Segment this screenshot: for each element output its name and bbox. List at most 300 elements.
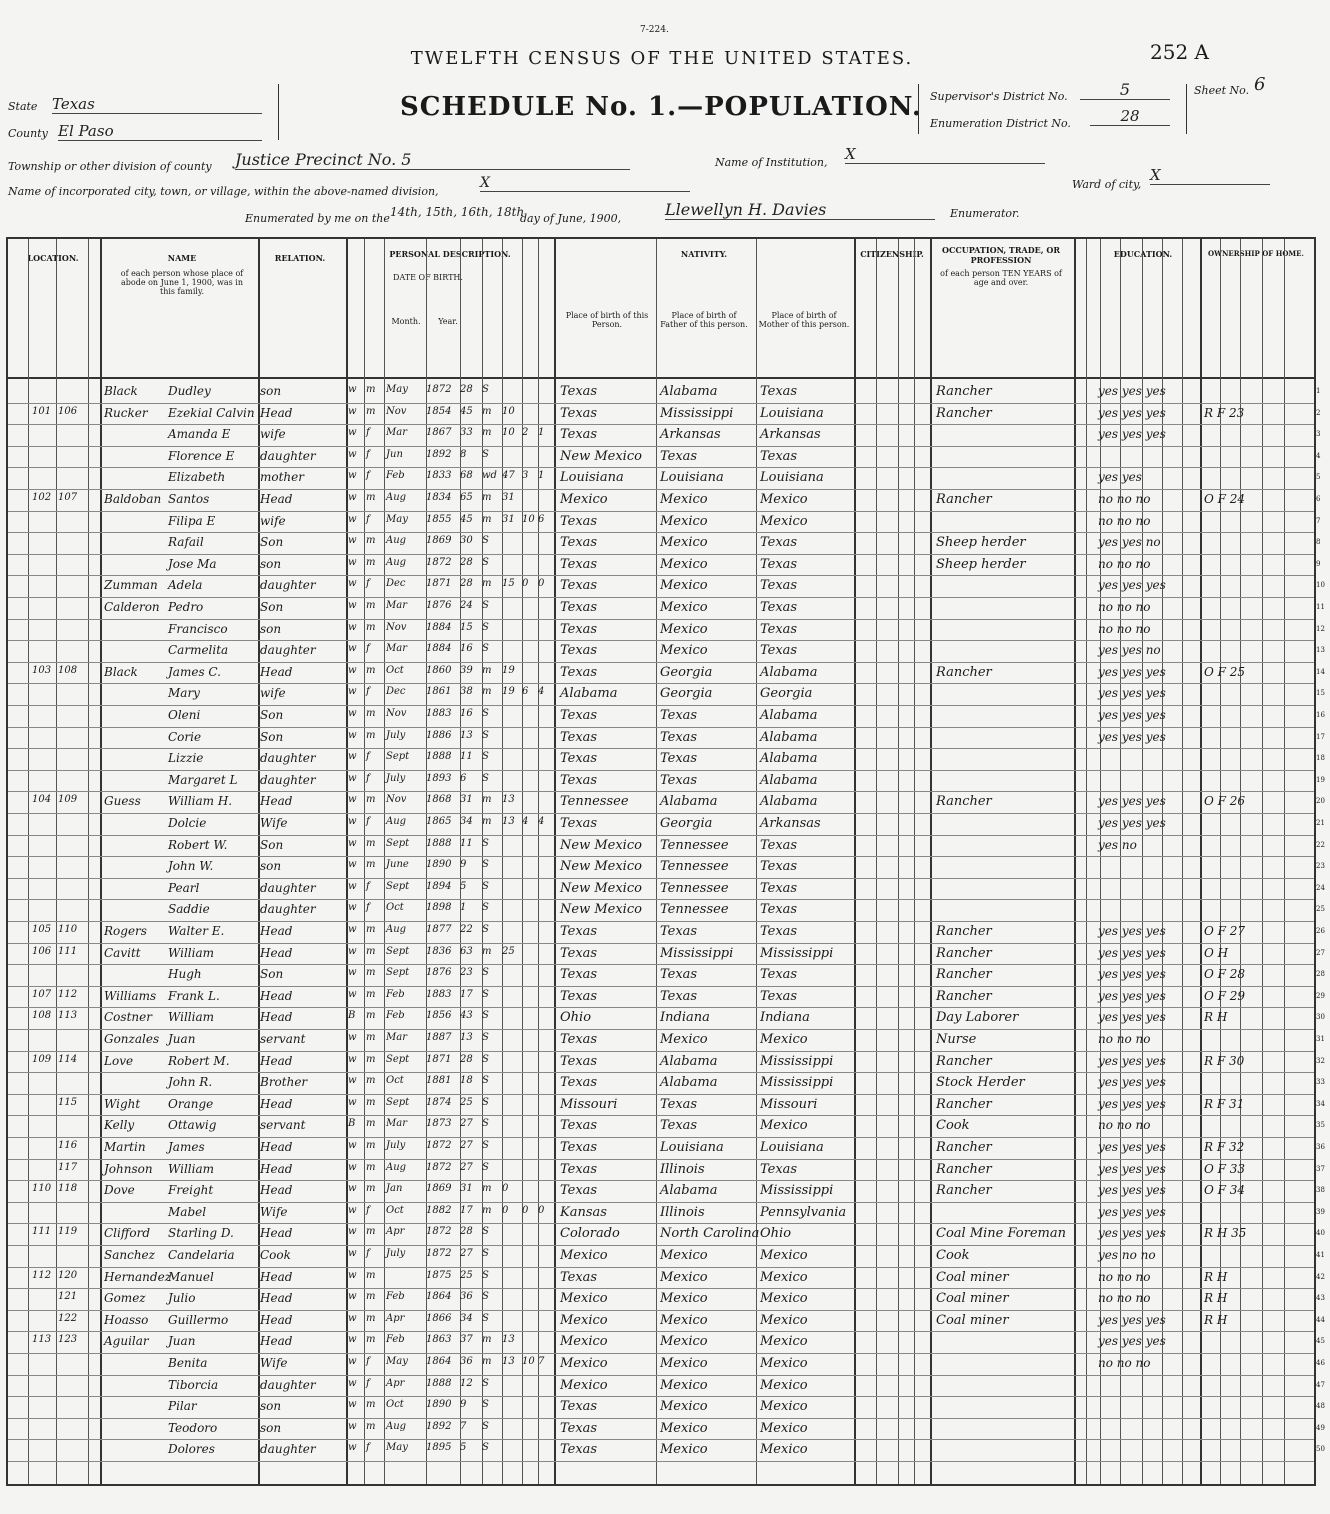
cell-pof: Mexico <box>660 1420 708 1436</box>
cell-age: 11 <box>460 751 473 763</box>
cell-pob: Ohio <box>560 1010 592 1026</box>
cell-pob: New Mexico <box>560 448 642 464</box>
cell-pob: Texas <box>560 816 598 831</box>
cell-pof: Mexico <box>660 1312 708 1328</box>
cell-year: 1875 <box>426 1269 452 1281</box>
cell-yrs: 13 <box>502 816 515 827</box>
cell-age: 8 <box>460 448 467 460</box>
cell-mar: m <box>482 1204 492 1216</box>
row-number: 12 <box>1316 624 1325 633</box>
cell-given: Oleni <box>168 708 201 722</box>
cell-rel: Head <box>260 1226 293 1241</box>
cell-occ: Coal miner <box>936 1291 1009 1307</box>
cell-pom: Texas <box>760 535 798 551</box>
column-rule <box>28 239 29 1484</box>
cell-pob: Mexico <box>560 492 608 507</box>
cell-pof: Texas <box>660 448 698 464</box>
cell-age: 27 <box>460 1118 473 1130</box>
cell-mar: S <box>482 1442 489 1454</box>
cell-rel: son <box>260 859 282 874</box>
cell-mar: m <box>482 1356 492 1367</box>
cell-month: June <box>386 859 409 871</box>
cell-given: Ottawig <box>168 1118 217 1133</box>
cell-fam: 113 <box>58 1010 78 1022</box>
row-number: 28 <box>1316 970 1325 979</box>
cell-color: w <box>348 967 357 979</box>
cell-given: Manuel <box>168 1269 214 1284</box>
cell-rel: Head <box>260 794 293 809</box>
row-number: 1 <box>1316 387 1321 395</box>
cell-own: O F 24 <box>1204 492 1246 506</box>
cell-year: 1868 <box>426 794 452 806</box>
cell-rel: wife <box>260 513 286 528</box>
row-rule <box>8 1051 1314 1052</box>
cell-dw: 108 <box>32 1010 52 1022</box>
cell-own: R F 23 <box>1204 405 1245 420</box>
column-rule <box>854 239 856 1484</box>
cell-color: w <box>348 1226 357 1238</box>
cell-liv: 1 <box>538 470 545 482</box>
row-number: 4 <box>1316 451 1321 460</box>
cell-yrs: 10 <box>502 405 515 417</box>
cell-pom: Texas <box>760 902 798 918</box>
cell-edu: yes yes yes <box>1098 1226 1166 1241</box>
cell-mo: 10 <box>522 1356 535 1367</box>
county-label: County <box>8 127 48 140</box>
cell-color: w <box>348 492 357 503</box>
cell-surname: Aguilar <box>104 1334 149 1349</box>
cell-month: Feb <box>386 988 405 1000</box>
cell-fam: 106 <box>58 405 78 417</box>
cell-sex: f <box>366 1204 370 1216</box>
cell-year: 1834 <box>426 492 452 503</box>
cell-color: w <box>348 880 357 892</box>
cell-pof: Texas <box>660 967 698 983</box>
cell-year: 1872 <box>426 556 452 568</box>
cell-rel: mother <box>260 470 304 485</box>
cell-color: w <box>348 794 357 806</box>
cell-own: O H <box>1204 945 1229 960</box>
cell-pom: Texas <box>760 924 798 939</box>
column-rule <box>56 239 57 1484</box>
cell-age: 65 <box>460 492 473 503</box>
cell-age: 9 <box>460 859 467 871</box>
cell-occ: Coal Mine Foreman <box>936 1226 1066 1242</box>
name-heading: NAME <box>167 253 197 263</box>
cell-month: Oct <box>386 1204 404 1216</box>
cell-pom: Missouri <box>760 1096 818 1112</box>
cell-year: 1873 <box>426 1118 452 1130</box>
cell-edu: yes yes yes <box>1098 427 1166 442</box>
cell-fam: 119 <box>58 1226 78 1238</box>
cell-month: Aug <box>386 492 407 503</box>
cell-sex: m <box>366 1096 376 1108</box>
cell-pom: Mexico <box>760 1312 808 1328</box>
row-rule <box>8 835 1314 836</box>
cell-surname: Calderon <box>104 600 160 614</box>
cell-occ: Rancher <box>936 1183 992 1199</box>
cell-age: 6 <box>460 772 467 784</box>
cell-edu: yes yes yes <box>1098 405 1166 420</box>
cell-year: 1888 <box>426 1377 452 1389</box>
cell-rel: daughter <box>260 902 316 917</box>
cell-given: Teodoro <box>168 1420 218 1435</box>
cell-age: 18 <box>460 1075 473 1087</box>
cell-pof: Mexico <box>660 1399 708 1415</box>
cell-yrs: 19 <box>502 686 515 698</box>
cell-mar: S <box>482 1226 489 1238</box>
cell-month: July <box>386 729 406 741</box>
cell-given: Carmelita <box>168 643 229 658</box>
cell-given: Candelaria <box>168 1248 235 1262</box>
row-rule <box>8 575 1314 576</box>
cell-month: Aug <box>386 535 407 547</box>
cell-own: O F 34 <box>1204 1183 1246 1198</box>
cell-pof: Mexico <box>660 556 708 572</box>
row-number: 41 <box>1316 1251 1325 1259</box>
cell-edu: yes yes yes <box>1098 1010 1166 1025</box>
cell-occ: Rancher <box>936 945 992 961</box>
row-number: 49 <box>1316 1423 1325 1432</box>
row-number: 32 <box>1316 1056 1325 1065</box>
cell-sex: m <box>366 1226 376 1238</box>
cell-pom: Alabama <box>760 794 818 810</box>
cell-mar: S <box>482 729 489 741</box>
row-rule <box>8 856 1314 857</box>
cell-age: 38 <box>460 686 473 698</box>
cell-month: Nov <box>386 708 407 719</box>
cell-pob: Texas <box>560 1075 598 1091</box>
cell-sex: m <box>366 1118 376 1130</box>
cell-surname: Kelly <box>104 1118 135 1133</box>
cell-pom: Texas <box>760 556 798 572</box>
cell-age: 9 <box>460 1399 467 1411</box>
cell-given: Mabel <box>168 1204 207 1219</box>
cell-liv: 0 <box>538 1204 545 1216</box>
cell-rel: Son <box>260 837 284 852</box>
cell-mar: S <box>482 1291 489 1303</box>
cell-color: w <box>348 578 357 590</box>
cell-occ: Day Laborer <box>936 1010 1019 1026</box>
column-rule <box>384 239 385 1484</box>
cell-pob: Texas <box>560 1140 598 1155</box>
cell-pob: Texas <box>560 924 598 939</box>
cell-given: Jose Ma <box>168 556 217 571</box>
cell-age: 28 <box>460 1226 473 1238</box>
year-heading: Year. <box>438 317 458 326</box>
cell-pof: Texas <box>660 988 698 1004</box>
row-number: 43 <box>1316 1294 1325 1303</box>
cell-edu: no no no <box>1098 600 1151 614</box>
cell-year: 1877 <box>426 924 452 935</box>
ward-label: Ward of city, <box>1072 178 1142 191</box>
cell-rel: son <box>260 1399 282 1414</box>
row-rule <box>8 1310 1314 1311</box>
column-rule <box>538 239 539 1484</box>
row-rule <box>8 446 1314 447</box>
cell-yrs: 31 <box>502 492 515 503</box>
cell-month: Sept <box>386 751 410 763</box>
row-number: 46 <box>1316 1359 1325 1367</box>
cell-edu: yes yes yes <box>1098 794 1166 809</box>
cell-year: 1888 <box>426 751 452 763</box>
cell-year: 1856 <box>426 1010 452 1022</box>
column-rule <box>876 239 877 1484</box>
cell-year: 1872 <box>426 1161 452 1173</box>
cell-pof: Mexico <box>660 621 708 637</box>
state-brace <box>272 84 279 140</box>
cell-yrs: 19 <box>502 664 515 676</box>
cell-rel: Son <box>260 600 284 614</box>
cell-occ: Rancher <box>936 794 992 810</box>
cell-given: Rafail <box>168 535 204 550</box>
row-number: 15 <box>1316 689 1325 698</box>
cell-pom: Mexico <box>760 1269 808 1285</box>
row-rule <box>8 813 1314 814</box>
cell-rel: Head <box>260 1183 293 1198</box>
cell-year: 1867 <box>426 427 452 439</box>
schedule-title: SCHEDULE No. 1.—POPULATION. <box>400 92 922 122</box>
cell-month: Sept <box>386 967 410 979</box>
cell-age: 39 <box>460 664 473 676</box>
cell-year: 1865 <box>426 816 452 827</box>
cell-pof: Texas <box>660 1096 698 1112</box>
enumerated-month: day of June, 1900, <box>520 212 622 225</box>
cell-yrs: 0 <box>502 1204 509 1216</box>
cell-year: 1871 <box>426 578 452 590</box>
cell-mo: 10 <box>522 513 535 525</box>
row-number: 16 <box>1316 711 1325 719</box>
cell-age: 13 <box>460 729 473 741</box>
cell-own: O F 25 <box>1204 664 1246 679</box>
cell-pom: Ohio <box>760 1226 792 1242</box>
cell-pob: Texas <box>560 1269 598 1285</box>
cell-month: May <box>386 513 408 525</box>
cell-pof: Texas <box>660 708 698 723</box>
cell-month: Aug <box>386 556 407 568</box>
row-rule <box>8 489 1314 490</box>
cell-sex: f <box>366 578 370 590</box>
cell-dw: 103 <box>32 664 52 676</box>
cell-year: 1872 <box>426 384 452 395</box>
cell-age: 34 <box>460 816 473 827</box>
cell-age: 28 <box>460 1053 473 1065</box>
row-number: 48 <box>1316 1402 1325 1411</box>
cell-own: R H <box>1204 1010 1228 1025</box>
cell-year: 1883 <box>426 708 452 719</box>
cell-year: 1872 <box>426 1226 452 1238</box>
cell-month: Aug <box>386 1161 407 1173</box>
cell-year: 1836 <box>426 945 452 957</box>
page-number: 252 A <box>1150 40 1209 64</box>
cell-pom: Mexico <box>760 492 808 507</box>
cell-sex: m <box>366 384 376 395</box>
row-rule <box>8 1418 1314 1419</box>
cell-sex: m <box>366 1075 376 1087</box>
cell-given: Filipa E <box>168 513 216 528</box>
cell-pof: Mexico <box>660 1269 708 1285</box>
cell-yrs: 10 <box>502 427 515 439</box>
cell-pom: Texas <box>760 643 798 659</box>
cell-month: Feb <box>386 1334 405 1346</box>
cell-surname: Zumman <box>104 578 158 593</box>
row-number: 20 <box>1316 797 1325 806</box>
cell-own: O F 27 <box>1204 924 1246 938</box>
cell-month: Apr <box>386 1312 405 1324</box>
occupation-description: of each person TEN YEARS of age and over. <box>940 269 1062 287</box>
cell-pom: Texas <box>760 880 798 896</box>
cell-pob: New Mexico <box>560 902 642 918</box>
cell-rel: Head <box>260 924 293 938</box>
cell-year: 1869 <box>426 535 452 547</box>
row-number: 8 <box>1316 538 1321 547</box>
cell-rel: Son <box>260 729 284 744</box>
cell-month: Sept <box>386 837 410 849</box>
cell-pob: Mexico <box>560 1291 608 1307</box>
cell-mar: S <box>482 880 489 892</box>
cell-sex: m <box>366 1161 376 1173</box>
cell-rel: daughter <box>260 880 316 895</box>
cell-age: 27 <box>460 1140 473 1151</box>
cell-pob: Texas <box>560 1183 598 1199</box>
township-label: Township or other division of county <box>8 160 212 173</box>
cell-edu: yes yes yes <box>1098 967 1166 982</box>
cell-age: 27 <box>460 1248 473 1259</box>
cell-pof: Alabama <box>660 794 718 810</box>
cell-edu: yes yes yes <box>1098 1075 1166 1090</box>
cell-pob: Texas <box>560 1032 598 1047</box>
cell-mar: S <box>482 1269 489 1281</box>
cell-age: 23 <box>460 967 473 979</box>
cell-age: 13 <box>460 1032 473 1043</box>
cell-mar: S <box>482 384 489 395</box>
cell-yrs: 0 <box>502 1183 509 1195</box>
cell-rel: daughter <box>260 772 316 787</box>
cell-rel: son <box>260 621 282 636</box>
cell-surname: Gonzales <box>104 1032 160 1046</box>
cell-color: w <box>348 448 357 460</box>
cell-dw: 111 <box>32 1226 52 1238</box>
cell-color: w <box>348 902 357 914</box>
column-rule <box>914 239 915 1484</box>
cell-mar: S <box>482 448 489 460</box>
cell-sex: f <box>366 1442 370 1454</box>
cell-fam: 121 <box>58 1291 78 1303</box>
cell-color: w <box>348 1377 357 1389</box>
cell-edu: yes no <box>1098 837 1137 852</box>
cell-given: William H. <box>168 794 233 809</box>
cell-fam: 114 <box>58 1053 78 1065</box>
cell-year: 1882 <box>426 1204 452 1216</box>
cell-month: Feb <box>386 1010 405 1022</box>
cell-edu: yes yes yes <box>1098 1140 1166 1154</box>
cell-pom: Texas <box>760 837 798 853</box>
cell-pob: Texas <box>560 535 598 551</box>
cell-given: Freight <box>168 1183 214 1198</box>
cell-rel: Head <box>260 1291 293 1306</box>
cell-color: w <box>348 664 357 676</box>
cell-yrs: 13 <box>502 1334 515 1346</box>
row-rule <box>8 683 1314 684</box>
cell-pob: Mexico <box>560 1356 608 1371</box>
cell-mar: S <box>482 708 489 719</box>
cell-pof: Louisiana <box>660 470 724 486</box>
cell-surname: Wight <box>104 1096 141 1111</box>
row-number: 23 <box>1316 862 1325 871</box>
cell-edu: no no no <box>1098 1118 1151 1133</box>
cell-month: May <box>386 384 408 395</box>
row-number: 14 <box>1316 667 1325 676</box>
cell-sex: m <box>366 1420 376 1432</box>
cell-sex: m <box>366 708 376 719</box>
row-rule <box>8 986 1314 987</box>
cell-pom: Alabama <box>760 751 818 767</box>
cell-given: William <box>168 1010 215 1025</box>
cell-sex: f <box>366 643 370 655</box>
cell-month: Oct <box>386 902 404 914</box>
row-rule <box>8 791 1314 792</box>
cell-age: 31 <box>460 794 473 806</box>
row-rule <box>8 705 1314 706</box>
cell-pom: Mexico <box>760 1377 808 1393</box>
cell-pom: Texas <box>760 384 798 399</box>
cell-color: w <box>348 427 357 439</box>
cell-pof: Mexico <box>660 1442 708 1458</box>
cell-age: 25 <box>460 1269 473 1281</box>
cell-rel: Head <box>260 1096 293 1111</box>
cell-color: w <box>348 988 357 1000</box>
cell-given: Hugh <box>168 967 202 982</box>
row-rule <box>8 964 1314 965</box>
cell-color: w <box>348 1183 357 1195</box>
cell-pof: Georgia <box>660 816 713 831</box>
citizenship-heading: CITIZENSHIP. <box>860 249 924 259</box>
cell-pom: Pennsylvania <box>760 1204 847 1220</box>
cell-pof: Mexico <box>660 600 708 615</box>
cell-pob: Tennessee <box>560 794 629 810</box>
cell-rel: Head <box>260 988 293 1003</box>
cell-edu: yes yes yes <box>1098 708 1166 722</box>
row-rule <box>8 640 1314 641</box>
cell-pom: Alabama <box>760 772 818 788</box>
row-number: 45 <box>1316 1337 1325 1346</box>
institution-label: Name of Institution, <box>715 156 828 169</box>
cell-month: July <box>386 1140 406 1151</box>
supervisor-value: 5 <box>1080 80 1170 100</box>
cell-year: 1884 <box>426 621 452 633</box>
cell-color: w <box>348 1291 357 1303</box>
cell-pom: Indiana <box>760 1010 810 1026</box>
cell-rel: Wife <box>260 1356 288 1370</box>
cell-given: Frank L. <box>168 988 220 1003</box>
place-person-heading: Place of birth of this Person. <box>565 311 649 329</box>
cell-rel: Son <box>260 708 284 722</box>
cell-yrs: 13 <box>502 1356 515 1367</box>
cell-surname: Cavitt <box>104 945 141 960</box>
row-rule <box>8 1094 1314 1095</box>
cell-sex: m <box>366 1010 376 1022</box>
city-label: Name of incorporated city, town, or village, within the above-named division, <box>8 185 439 198</box>
cell-color: w <box>348 686 357 698</box>
enumerator-signature: Llewellyn H. Davies <box>665 200 935 220</box>
cell-yrs: 15 <box>502 578 515 590</box>
cell-pof: Mexico <box>660 1248 708 1263</box>
cell-sex: m <box>366 1312 376 1324</box>
cell-age: 16 <box>460 708 473 719</box>
cell-pob: Alabama <box>560 686 618 702</box>
cell-yrs: 47 <box>502 470 515 482</box>
column-rule <box>756 239 757 1484</box>
